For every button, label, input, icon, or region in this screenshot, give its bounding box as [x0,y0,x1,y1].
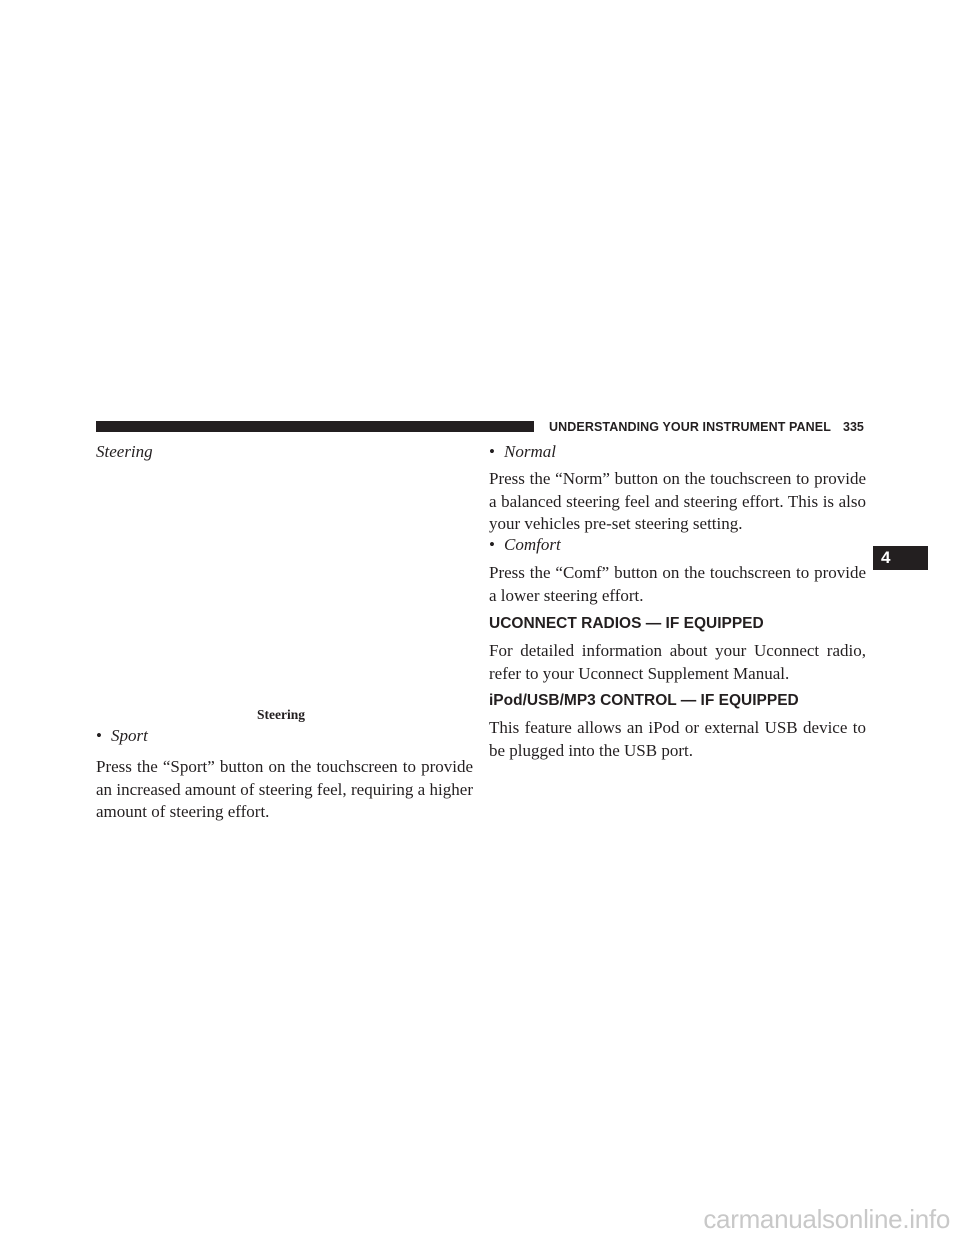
bullet-normal [489,441,556,463]
bullet-sport [96,725,148,747]
bullet-label: Sport [111,726,148,745]
steering-figure-area [96,470,472,702]
ipod-heading: iPod/USB/MP3 CONTROL — IF EQUIPPED [489,692,799,709]
running-header: UNDERSTANDING YOUR INSTRUMENT PANEL [549,420,831,434]
page-number: 335 [843,420,864,434]
normal-paragraph: Press the “Norm” button on the touchscreen to provide a balanced steering feel and steering effort. This is also your vehicles pre-set steering setting. [489,469,866,534]
uconnect-heading: UCONNECT RADIOS — IF EQUIPPED [489,615,764,632]
header-rule [96,421,534,432]
section-title: Steering [96,442,153,461]
bullet-label: Normal [504,442,556,461]
bullet-dot: • [489,535,495,554]
bullet-label: Comfort [504,535,561,554]
bullet-dot: • [489,442,495,461]
bullet-dot: • [96,726,102,745]
chapter-tab[interactable]: 4 [873,546,928,570]
figure-caption: Steering [257,707,305,722]
uconnect-paragraph: For detailed information about your Uconnect radio, refer to your Uconnect Supplement Manual. [489,641,866,683]
comfort-paragraph: Press the “Comf” button on the touchscreen to provide a lower steering effort. [489,563,866,605]
sport-paragraph: Press the “Sport” button on the touchscreen to provide an increased amount of steering feel, requiring a higher amount of steering effort. [96,757,473,822]
bullet-comfort [489,534,561,556]
ipod-paragraph: This feature allows an iPod or external USB device to be plugged into the USB port. [489,718,866,760]
watermark: carmanualsonline.info [703,1204,950,1234]
